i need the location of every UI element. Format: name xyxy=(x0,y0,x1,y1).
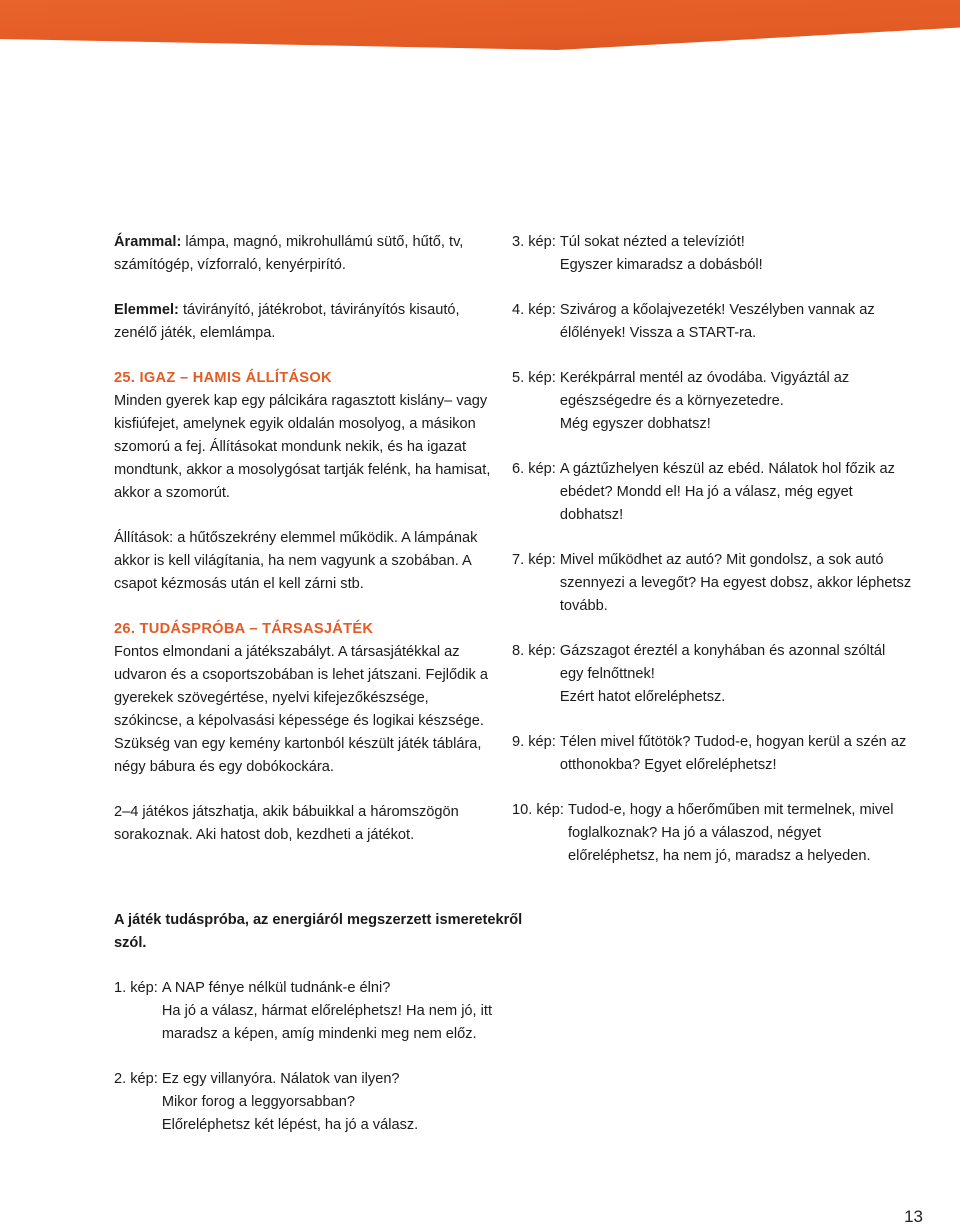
left-column xyxy=(114,231,499,847)
kep-6-label: 6. kép: xyxy=(512,461,560,477)
kep-5-text xyxy=(560,367,912,436)
kep-8 xyxy=(512,640,912,709)
kep-3-label: 3. kép: xyxy=(512,234,560,250)
kep-3-line: Túl sokat nézted a televíziót! xyxy=(559,234,745,250)
paragraph-25-description: Minden gyerek kap egy pálcikára ragasztott kislány– vagy kisfiúfejet, amelynek egyik oldalán mosolyog, a másikon szomorú a fej. Állításokat mondunk nekik, és ha igazat mondtunk, akkor a mosolygósat tartják felénk, ha hamisat, akkor a szomorút. xyxy=(114,393,491,501)
kep-5-label: 5. kép: xyxy=(512,370,560,386)
kep-4-text xyxy=(560,299,912,345)
kep-1-line: A NAP fénye nélkül tudnánk-e élni? xyxy=(161,980,391,996)
kep-10 xyxy=(512,799,912,868)
kep-9-line: Télen mivel fűtötök? Tudod-e, hogyan kerül a szén az otthonokba? Egyet előreléphetsz! xyxy=(559,734,907,773)
paragraph-allitasok: Állítások: a hűtőszekrény elemmel működik. A lámpának akkor is kell világítania, ha nem vagyunk a szobában. A csapot kézmosás után el kell zárni stb. xyxy=(114,530,478,592)
kep-2-line: Előreléphetsz két lépést, ha jó a válasz. xyxy=(161,1117,419,1133)
intro-bold xyxy=(114,909,534,955)
paragraph-elemmel xyxy=(114,299,499,345)
paragraph-arammal xyxy=(114,231,499,277)
kep-2-line: Ez egy villanyóra. Nálatok van ilyen? xyxy=(161,1071,400,1087)
label-arammal: Árammal: xyxy=(114,234,182,250)
kep-4 xyxy=(512,299,912,345)
kep-5 xyxy=(512,367,912,436)
kep-7-line: Mivel működhet az autó? Mit gondolsz, a sok autó szennyezi a levegőt? Ha egyest dobsz, akkor léphetsz tovább. xyxy=(559,552,912,614)
kep-2-line: Mikor forog a leggyorsabban? xyxy=(161,1094,355,1110)
right-column xyxy=(512,231,912,868)
page-number: 13 xyxy=(904,1207,923,1226)
text-arammal: lámpa, magnó, mikrohullámú sütő, hűtő, tv, számítógép, vízforraló, kenyérpirító. xyxy=(114,234,464,273)
kep-7-text xyxy=(560,549,912,618)
kep-5-line: Még egyszer dobhatsz! xyxy=(559,416,711,432)
kep-3-text xyxy=(560,231,912,277)
kep-10-line: Tudod-e, hogy a hőerőműben mit termelnek, mivel foglalkoznak? Ha jó a válaszod, négyet előreléphetsz, ha nem jó, maradsz a helyeden. xyxy=(567,802,894,864)
kep-9 xyxy=(512,731,912,777)
kep-2-text xyxy=(162,1068,534,1137)
kep-1-text xyxy=(162,977,534,1046)
kep-9-text xyxy=(560,731,912,777)
kep-1-label: 1. kép: xyxy=(114,980,162,996)
orange-header-band xyxy=(0,0,960,50)
kep-6 xyxy=(512,458,912,527)
kep-4-line: Szivárog a kőolajvezeték! Veszélyben vannak az élőlények! Vissza a START-ra. xyxy=(559,302,875,341)
kep-4-label: 4. kép: xyxy=(512,302,560,318)
kep-1-line: Ha jó a válasz, hármat előreléphetsz! Ha nem jó, itt maradsz a képen, amíg mindenki meg nem előz. xyxy=(161,1003,493,1042)
kep-3-line: Egyszer kimaradsz a dobásból! xyxy=(559,257,763,273)
kep-6-text xyxy=(560,458,912,527)
kep-6-line: A gáztűzhelyen készül az ebéd. Nálatok hol főzik az ebédet? Mondd el! Ha jó a válasz, még egyet dobhatsz! xyxy=(559,461,895,523)
bottom-block xyxy=(114,909,534,1137)
kep-2-label: 2. kép: xyxy=(114,1071,162,1087)
kep-7-label: 7. kép: xyxy=(512,552,560,568)
kep-2 xyxy=(114,1068,534,1137)
kep-8-text xyxy=(560,640,912,709)
kep-8-label: 8. kép: xyxy=(512,643,560,659)
heading-26: 26. TUDÁSPRÓBA – TÁRSASJÁTÉK xyxy=(114,621,374,637)
kep-8-line: Gázszagot éreztél a konyhában és azonnal szóltál egy felnőttnek! xyxy=(559,643,886,682)
kep-10-text xyxy=(568,799,912,868)
kep-10-label: 10. kép: xyxy=(512,802,568,818)
kep-5-line: Kerékpárral mentél az óvodába. Vigyáztál az egészségedre és a környezetedre. xyxy=(559,370,850,409)
kep-8-line: Ezért hatot előreléphetsz. xyxy=(559,689,726,705)
intro-text: A játék tudáspróba, az energiáról megszerzett ismeretekről szól. xyxy=(114,912,523,951)
kep-1 xyxy=(114,977,534,1046)
paragraph-26-description: Fontos elmondani a játékszabályt. A társasjátékkal az udvaron és a csoportszobában is lehet játszani. Fejlődik a gyerekek szövegértése, nyelvi kifejezőkészsége, szókincse, a képolvasási képessége és logikai készsége. Szükség van egy kemény kartonból készült játék táblára, négy bábura és egy dobókockára. xyxy=(114,644,488,775)
heading-25: 25. IGAZ – HAMIS ÁLLÍTÁSOK xyxy=(114,370,332,386)
paragraph-players: 2–4 játékos játszhatja, akik bábuikkal a háromszögön sorakoznak. Aki hatost dob, kezdheti a játékot. xyxy=(114,804,459,843)
kep-7 xyxy=(512,549,912,618)
label-elemmel: Elemmel: xyxy=(114,302,179,318)
text-elemmel: távirányító, játékrobot, távirányítós kisautó, zenélő játék, elemlámpa. xyxy=(114,302,460,341)
kep-3 xyxy=(512,231,912,277)
kep-9-label: 9. kép: xyxy=(512,734,560,750)
